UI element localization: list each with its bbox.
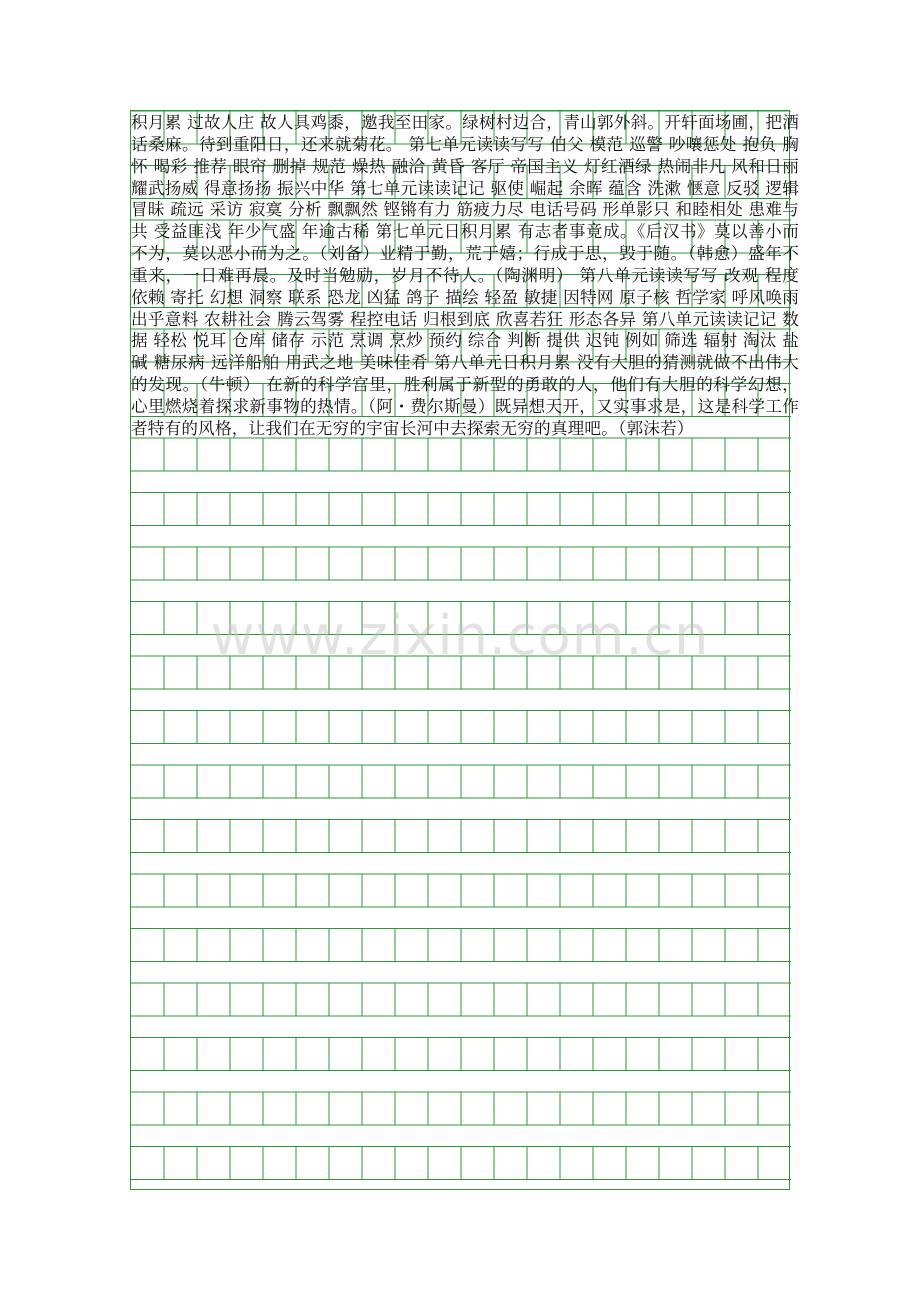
body-paragraph: 积月累 过故人庄 故人具鸡黍，邀我至田家。绿树村边合，青山郭外斜。开轩面场圃，把酒话桑麻。待到重阳日，还来就菊花。 第七单元读读写写 伯父 模范 巡警 吵嚷惩处 抱负 胸怀 喝彩 推荐 眼帘 删掉 规范 燥热 融洽 黄昏 客厅 帝国主义 灯红酒绿 热闹非凡 风和日丽 耀武扬威 得意扬扬 振兴中华 第七单元读读记记 驱使 崛起 余晖 蕴含 洗漱 惬意 反驳 逻辑 冒昧 疏远 采访 寂寞 分析 飘飘然 铿锵有力 筋疲力尽 电话号码 形单影只 和睦相处 患难与共 受益匪浅 年少气盛 年逾古稀 第七单元日积月累 有志者事竟成。《后汉书》莫以善小而不为，莫以恶小而为之。（刘备）业精于勤，荒于嬉；行成于思，毁于随。（韩愈）盛年不重来，一日难再晨。及时当勉励，岁月不待人。（陶渊明） 第八单元读读写写 改观 程度 依赖 寄托 幻想 洞察 联系 恐龙 凶猛 鸽子 描绘 轻盈 敏捷 因特网 原子核 哲学家 呼风唤雨 出乎意料 农耕社会 腾云驾雾 程控电话 归根到底 欣喜若狂 形态各异 第八单元读读记记 数据 轻松 悦耳 仓库 储存 示范 烹调 烹炒 预约 综合 判断 提供 迟钝 例如 筛选 辐射 淘汰 盐碱 糖尿病 远洋船舶 用武之地 美味佳肴 第八单元日积月累 没有大胆的猜测就做不出伟大的发现。（牛顿） 在新的科学宫里，胜利属于新型的勇敢的人，他们有大胆的科学幻想，心里燃烧着探求新事物的热情。（阿・费尔斯曼）既异想天开，又实事求是，这是科学工作者特有的风格，让我们在无穷的宇宙长河中去探索无穷的真理吧。（郭沫若） [131, 113, 799, 438]
watermark-text: www.zixin.com.cn [210, 604, 710, 667]
document-body [131, 112, 799, 440]
